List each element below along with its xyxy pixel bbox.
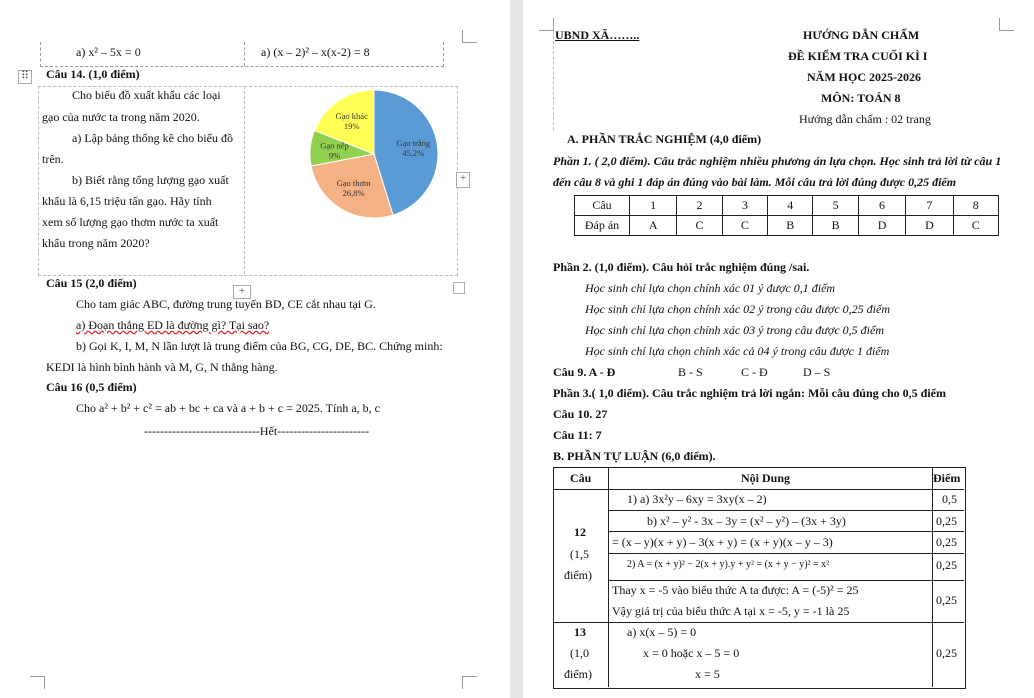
part3-title: Phần 3.( 1,0 điểm). Câu trắc nghiệm trả lời ngắn: Mỗi câu đúng cho 0,5 điểm	[553, 386, 946, 400]
q12-number: 12	[574, 525, 586, 539]
q12-row-3: = (x – y)(x + y) – 3(x + y) = (x + y)(x – y – 3)	[612, 535, 833, 549]
add-row-button[interactable]: +	[233, 285, 251, 299]
part2-rule: Học sinh chỉ lựa chọn chính xác 03 ý trong câu được 0,5 điểm	[585, 323, 884, 337]
header-year: NĂM HỌC 2025-2026	[807, 70, 921, 84]
table-divider	[608, 553, 964, 554]
table-cell: C	[677, 216, 722, 236]
table-divider	[244, 86, 245, 274]
essay-header-diem: Điểm	[933, 471, 961, 485]
q12-row-1-score: 0,5	[942, 492, 957, 506]
q14-line: gạo của nước ta trong năm 2020.	[42, 110, 200, 124]
q14-line: a) Lập bảng thống kê cho biểu đồ	[72, 131, 233, 145]
question-16-title: Câu 16 (0,5 điểm)	[46, 380, 137, 394]
pie-label-3: Gạo khác	[335, 111, 368, 122]
table-cell: D	[858, 216, 905, 236]
q12-row-2: b) x² – y² - 3x – 3y = (x² – y²) – (3x + 3y)	[647, 514, 846, 528]
q12-row-5a: Thay x = -5 vào biểu thức A ta được: A = (-5)² = 25	[612, 583, 859, 597]
table-cell: B	[813, 216, 858, 236]
equation-left: a) x² – 5x = 0	[76, 45, 141, 59]
table-divider	[553, 622, 964, 623]
q14-line: trên.	[42, 152, 64, 166]
table-row	[575, 216, 999, 236]
essay-header-noidung: Nội Dung	[741, 471, 791, 485]
q10-answer: Câu 10. 27	[553, 407, 608, 421]
table-divider	[244, 42, 245, 66]
table-cell: 3	[722, 196, 767, 216]
table-cell: 8	[953, 196, 998, 216]
right-document-page	[523, 0, 1034, 698]
margin-corner-mark	[30, 676, 45, 689]
q13-row-a: a) x(x – 5) = 0	[627, 625, 697, 639]
pie-label-2: Gạo nếp	[320, 140, 349, 151]
section-a-title: A. PHẦN TRẮC NGHIỆM (4,0 điểm)	[567, 132, 762, 146]
table-cell: 2	[677, 196, 722, 216]
margin-corner-mark	[462, 30, 477, 43]
question-15-title: Câu 15 (2,0 điểm)	[46, 276, 137, 290]
table-cell: Câu	[575, 196, 630, 216]
header-left: UBND XÃ……..	[555, 28, 640, 42]
q9-b: B - S	[678, 365, 703, 379]
q9-d: D – S	[803, 365, 831, 379]
table-divider	[608, 510, 964, 511]
margin-corner-mark	[462, 676, 477, 689]
q12-row-3-score: 0,25	[936, 535, 957, 549]
part2-rule: Học sinh chỉ lựa chọn chính xác 01 ý được 0,1 điểm	[585, 281, 836, 295]
pie-value-label-0: 45,2%	[402, 148, 425, 159]
margin-corner-mark	[999, 18, 1014, 31]
pie-value-label-2: 9%	[328, 150, 341, 161]
part2-title: Phần 2. (1,0 điểm). Câu hỏi trắc nghiệm đúng /sai.	[553, 260, 810, 274]
q14-line: Cho biểu đồ xuất khẩu các loại	[72, 88, 221, 102]
table-move-handle[interactable]: ⠿	[18, 70, 32, 84]
answer-key-table	[574, 195, 999, 236]
q12-row-1: 1) a) 3x²y – 6xy = 3xy(x – 2)	[627, 492, 767, 506]
q13-points-unit: điểm)	[564, 667, 592, 681]
table-cell: 7	[906, 196, 953, 216]
table-cell: 1	[630, 196, 677, 216]
table-row	[575, 196, 999, 216]
header-subject: MÔN: TOÁN 8	[821, 91, 901, 105]
q12-row-4: 2) A = (x + y)² − 2(x + y).y + y² = (x + y − y)² = x²	[627, 559, 830, 570]
table-cell: B	[768, 216, 813, 236]
table-cell: A	[630, 216, 677, 236]
q13-number: 13	[574, 625, 586, 639]
q13-row-b: x = 0 hoặc x – 5 = 0	[643, 646, 740, 660]
header-page-count: Hướng dẫn chấm : 02 trang	[799, 112, 931, 126]
q15-line: a) Đoạn thẳng ED là đường gì? Tại sao?	[76, 318, 270, 332]
part1-line2: đến câu 8 và ghi 1 đáp án đúng vào bài làm. Mỗi câu trả lời đúng được 0,25 điểm	[553, 175, 957, 189]
resize-handle-icon[interactable]	[453, 282, 465, 294]
table-divider	[553, 489, 964, 490]
part1-line1: Phần 1. ( 2,0 điểm). Câu trắc nghiệm nhiều phương án lựa chọn. Học sinh trả lời từ câu 1	[553, 154, 1002, 168]
table-divider	[932, 467, 933, 687]
table-divider	[608, 531, 964, 532]
table-cell: 6	[858, 196, 905, 216]
table-cell: C	[722, 216, 767, 236]
table-divider	[608, 467, 609, 687]
q14-line: khẩu trong năm 2020?	[42, 236, 150, 250]
q13-points: (1,0	[570, 646, 589, 660]
pie-label-0: Gạo trắng	[396, 138, 431, 149]
add-column-button[interactable]: +	[456, 172, 470, 188]
q12-row-4-score: 0,25	[936, 558, 957, 572]
table-cell: 4	[768, 196, 813, 216]
q14-line: khẩu là 6,15 triệu tấn gạo. Hãy tính	[42, 194, 212, 208]
q16-line: Cho a² + b² + c² = ab + bc + ca và a + b + c = 2025. Tính a, b, c	[76, 401, 380, 415]
table-cell: Đáp án	[575, 216, 630, 236]
section-b-title: B. PHẦN TỰ LUẬN (6,0 điểm).	[553, 449, 716, 463]
q12-row-2-score: 0,25	[936, 514, 957, 528]
left-document-page	[0, 0, 510, 698]
part2-rule: Học sinh chỉ lựa chọn chính xác 02 ý trong câu được 0,25 điểm	[585, 302, 890, 316]
q9-c: C - Đ	[741, 365, 768, 379]
q12-row-5-score: 0,25	[936, 593, 957, 607]
q14-line: b) Biết rằng tổng lượng gạo xuất	[72, 173, 229, 187]
equation-right: a) (x – 2)² – x(x-2) = 8	[261, 45, 370, 59]
pie-label-1: Gạo thơm	[336, 178, 371, 189]
q9-label: Câu 9. A - Đ	[553, 365, 616, 379]
table-cell: C	[953, 216, 998, 236]
pie-value-label-3: 19%	[343, 121, 360, 132]
q13-row-c: x = 5	[695, 667, 720, 681]
q12-row-5b: Vậy giá trị của biểu thức A tại x = -5, y = -1 là 25	[612, 604, 850, 618]
q13-score: 0,25	[936, 646, 957, 660]
header-subtitle: ĐỀ KIỂM TRA CUỐI KÌ I	[788, 49, 928, 63]
essay-header-cau: Câu	[570, 471, 592, 485]
pie-value-label-1: 26,8%	[342, 188, 365, 199]
q12-points-unit: điểm)	[564, 568, 592, 582]
q14-line: xem số lượng gạo thơm nước ta xuất	[42, 215, 219, 229]
question-14-title: Câu 14. (1,0 điểm)	[46, 67, 140, 81]
q15-line: Cho tam giác ABC, đường trung tuyến BD, CE cắt nhau tại G.	[76, 297, 376, 311]
q15-line: KEDI là hình bình hành và M, G, N thẳng hàng.	[46, 360, 278, 374]
q15-line: b) Gọi K, I, M, N lần lượt là trung điểm của BG, CG, DE, BC. Chứng minh:	[76, 339, 443, 353]
header-title: HƯỚNG DẪN CHẤM	[803, 28, 920, 42]
part2-rule: Học sinh chỉ lựa chọn chính xác cả 04 ý trong câu được 1 điểm	[585, 344, 890, 358]
table-divider	[608, 580, 964, 581]
table-cell: 5	[813, 196, 858, 216]
end-marker: -----------------------------Hết-----------------------	[144, 424, 370, 438]
table-cell: D	[906, 216, 953, 236]
q11-answer: Câu 11: 7	[553, 428, 602, 442]
margin-corner-mark	[539, 18, 554, 31]
rice-export-pie-chart	[300, 88, 445, 223]
q12-points: (1,5	[570, 547, 589, 561]
